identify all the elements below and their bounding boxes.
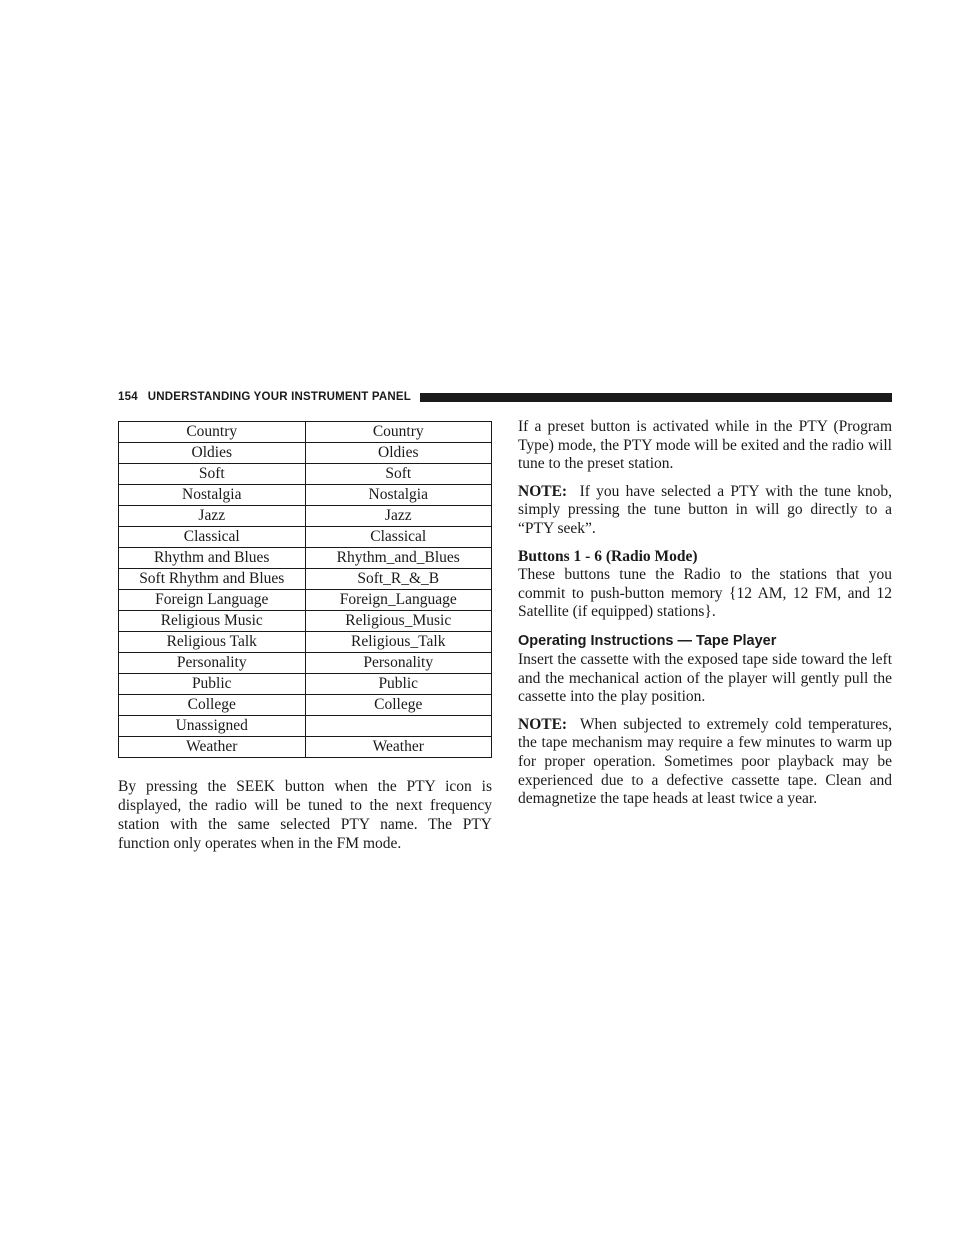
seek-paragraph: By pressing the SEEK button when the PTY icon is displayed, the radio will be tuned to the next frequency station with the same selected PTY name. The PTY function only operates when in the FM mode. [118, 778, 492, 852]
pty-table-body [119, 422, 492, 758]
pty-type-cell: Country [119, 422, 306, 443]
table-row [119, 695, 492, 716]
left-column [118, 421, 492, 853]
pty-display-cell: Jazz [305, 506, 492, 527]
pty-type-cell: Religious Music [119, 611, 306, 632]
pty-display-cell: Nostalgia [305, 485, 492, 506]
note-label: NOTE: [518, 482, 568, 500]
tape-paragraph: Insert the cassette with the exposed tape side toward the left and the mechanical action of the player will gently pull the cassette into the play position. [518, 650, 892, 706]
table-row [119, 590, 492, 611]
table-row [119, 674, 492, 695]
pty-display-cell: Soft [305, 464, 492, 485]
pty-type-cell: Rhythm and Blues [119, 548, 306, 569]
preset-paragraph: If a preset button is activated while in the PTY (Program Type) mode, the PTY mode will be exited and the radio will tune to the preset station. [518, 418, 892, 473]
pty-display-cell: Classical [305, 527, 492, 548]
pty-type-cell: Jazz [119, 506, 306, 527]
pty-type-cell: Public [119, 674, 306, 695]
note-tune-knob [518, 483, 892, 539]
section-title: UNDERSTANDING YOUR INSTRUMENT PANEL [147, 391, 411, 403]
pty-type-cell: Nostalgia [119, 485, 306, 506]
note-text: When subjected to extremely cold temperatures, the tape mechanism may require a few minutes to warm up for proper operation. Sometimes poor playback may be experienced due to a defective cassette tape. Clean and demagnetize the tape heads at least twice a year. [518, 715, 892, 808]
page-number: 154 [118, 391, 138, 403]
table-row [119, 464, 492, 485]
pty-display-cell: Religious_Music [305, 611, 492, 632]
tape-player-heading: Operating Instructions — Tape Player [518, 632, 777, 649]
table-row [119, 611, 492, 632]
page-header [118, 389, 892, 405]
pty-display-cell: Foreign_Language [305, 590, 492, 611]
table-row [119, 422, 492, 443]
pty-display-cell: Rhythm_and_Blues [305, 548, 492, 569]
pty-display-cell: Personality [305, 653, 492, 674]
pty-display-cell [305, 716, 492, 737]
table-row [119, 527, 492, 548]
pty-type-cell: Unassigned [119, 716, 306, 737]
pty-display-cell: Soft_R_&_B [305, 569, 492, 590]
pty-display-cell: College [305, 695, 492, 716]
table-row [119, 443, 492, 464]
pty-type-cell: Classical [119, 527, 306, 548]
pty-type-cell: Personality [119, 653, 306, 674]
pty-type-cell: College [119, 695, 306, 716]
table-row [119, 485, 492, 506]
pty-table [118, 421, 492, 758]
pty-display-cell: Religious_Talk [305, 632, 492, 653]
pty-type-cell: Foreign Language [119, 590, 306, 611]
note-text: If you have selected a PTY with the tune knob, simply pressing the tune button in will go directly to a “PTY seek”. [518, 482, 893, 537]
note-cold-temperatures [518, 716, 892, 809]
table-row [119, 653, 492, 674]
pty-type-cell: Religious Talk [119, 632, 306, 653]
pty-type-cell: Weather [119, 737, 306, 758]
table-row [119, 569, 492, 590]
table-row [119, 548, 492, 569]
table-row [119, 632, 492, 653]
buttons-heading: Buttons 1 - 6 (Radio Mode) [518, 547, 698, 565]
pty-type-cell: Soft Rhythm and Blues [119, 569, 306, 590]
pty-display-cell: Public [305, 674, 492, 695]
pty-display-cell: Oldies [305, 443, 492, 464]
pty-display-cell: Country [305, 422, 492, 443]
pty-type-cell: Oldies [119, 443, 306, 464]
note-label: NOTE: [518, 715, 568, 733]
table-row [119, 506, 492, 527]
pty-type-cell: Soft [119, 464, 306, 485]
table-row [119, 737, 492, 758]
buttons-paragraph: These buttons tune the Radio to the stations that you commit to push-button memory {12 AM, 12 FM, and 12 Satellite (if equipped) stations}. [518, 566, 892, 621]
header-rule-bar [420, 393, 892, 402]
right-column [518, 418, 892, 809]
table-row [119, 716, 492, 737]
pty-display-cell: Weather [305, 737, 492, 758]
